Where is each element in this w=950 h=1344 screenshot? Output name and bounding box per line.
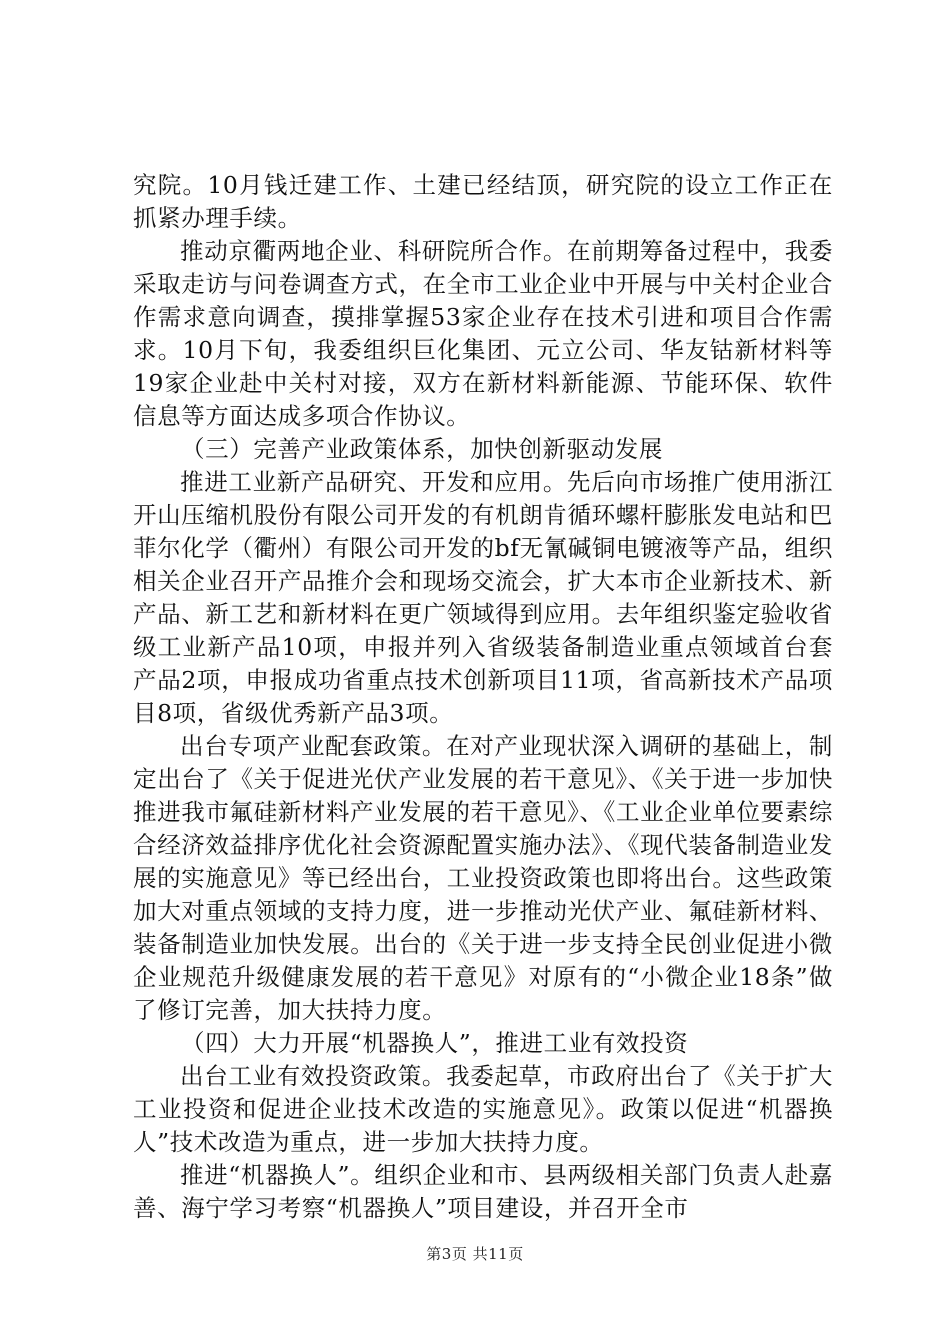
page-number: 第3页 共11页 (426, 1245, 524, 1263)
section-heading-3: （三）完善产业政策体系，加快创新驱动发展 (181, 435, 663, 463)
document-body (133, 169, 833, 1225)
paragraph-cooperation: 推动京衢两地企业、科研院所合作。在前期筹备过程中，我委采取走访与问卷调查方式，在全市工业企业中开展与中关村企业合作需求意向调查，摸排掌握53家企业存在技术引进和项目合作需求。10月下旬，我委组织巨化集团、元立公司、华友钴新材料等19家企业赴中关村对接，双方在新材料新能源、节能环保、软件信息等方面达成多项合作协议。 (133, 237, 833, 430)
paragraph-machine-replacement: 推进“机器换人”。组织企业和市、县两级相关部门负责人赴嘉善、海宁学习考察“机器换人”项目建设，并召开全市 (133, 1161, 833, 1222)
paragraph-investment-policy: 出台工业有效投资政策。我委起草，市政府出台了《关于扩大工业投资和促进企业技术改造的实施意见》。政策以促进“机器换人”技术改造为重点，进一步加大扶持力度。 (133, 1062, 833, 1156)
section-heading-4: （四）大力开展“机器换人”，推进工业有效投资 (181, 1029, 689, 1057)
page-footer (0, 1243, 950, 1264)
paragraph-policies: 出台专项产业配套政策。在对产业现状深入调研的基础上，制定出台了《关于促进光伏产业发展的若干意见》、《关于进一步加快推进我市氟硅新材料产业发展的若干意见》、《工业企业单位要素综合经济效益排序优化社会资源配置实施办法》、《现代装备制造业发展的实施意见》等已经出台，工业投资政策也即将出台。这些政策加大对重点领域的支持力度，进一步推动光伏产业、氟硅新材料、装备制造业加快发展。出台的《关于进一步支持全民创业促进小微企业规范升级健康发展的若干意见》对原有的“小微企业18条”做了修订完善，加大扶持力度。 (133, 732, 833, 1024)
paragraph-new-products: 推进工业新产品研究、开发和应用。先后向市场推广使用浙江开山压缩机股份有限公司开发的有机朗肯循环螺杆膨胀发电站和巴菲尔化学（衢州）有限公司开发的bf无氰碱铜电镀液等产品，组织相关企业召开产品推介会和现场交流会，扩大本市企业新技术、新产品、新工艺和新材料在更广领域得到应用。去年组织鉴定验收省级工业新产品10项，申报并列入省级装备制造业重点领域首台套产品2项，申报成功省重点技术创新项目11项，省高新技术产品项目8项，省级优秀新产品3项。 (133, 468, 833, 727)
paragraph-continuation: 究院。10月钱迁建工作、土建已经结顶，研究院的设立工作正在抓紧办理手续。 (133, 171, 833, 232)
